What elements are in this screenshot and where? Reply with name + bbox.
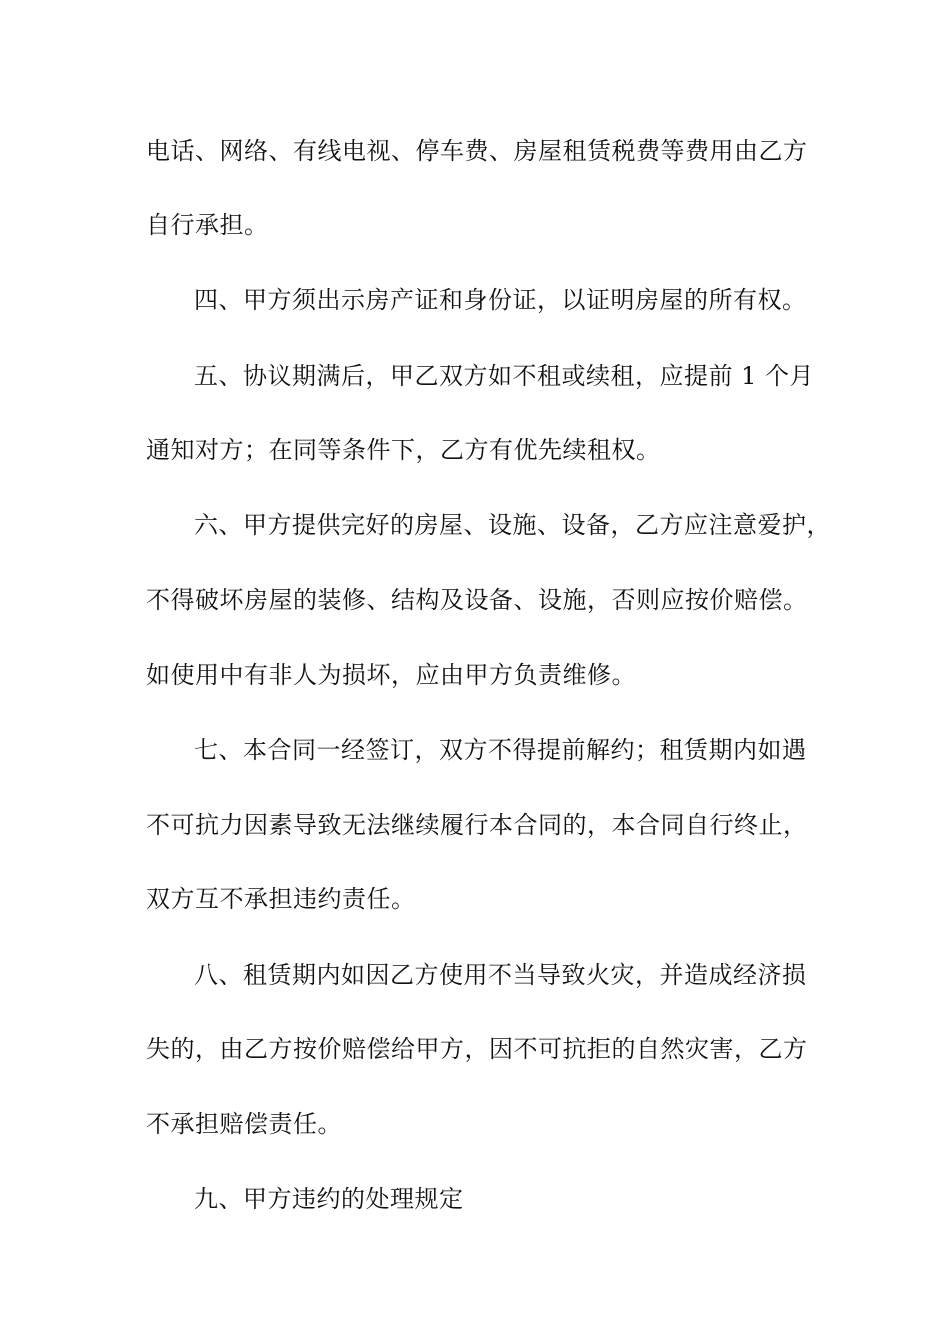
clause-5-cont: 通知对方；在同等条件下，乙方有优先续租权。 [146, 436, 661, 464]
clause-8-cont-1: 失的，由乙方按价赔偿给甲方，因不可抗拒的自然灾害，乙方 [146, 1035, 808, 1063]
clause-6-cont-1: 不得破坏房屋的装修、结构及设备、设施，否则应按价赔偿。 [146, 586, 808, 614]
clause-7-cont-2: 双方互不承担违约责任。 [146, 885, 416, 913]
clause-7-cont-1: 不可抗力因素导致无法继续履行本合同的，本合同自行终止， [146, 811, 808, 839]
clause-9-heading: 九、甲方违约的处理规定 [194, 1185, 464, 1213]
clause-6: 六、甲方提供完好的房屋、设施、设备，乙方应注意爱护， [194, 511, 831, 539]
clause-5: 五、协议期满后，甲乙双方如不租或续租，应提前 1 个月 [194, 362, 815, 390]
text-line-fees: 电话、网络、有线电视、停车费、房屋租赁税费等费用由乙方 [146, 137, 808, 165]
clause-8: 八、租赁期内如因乙方使用不当导致火灾，并造成经济损 [194, 961, 807, 989]
clause-8-cont-2: 不承担赔偿责任。 [146, 1110, 342, 1138]
clause-4: 四、甲方须出示房产证和身份证，以证明房屋的所有权。 [194, 286, 807, 314]
clause-6-cont-2: 如使用中有非人为损坏，应由甲方负责维修。 [146, 661, 636, 689]
text-line-fees-cont: 自行承担。 [146, 211, 269, 239]
clause-7: 七、本合同一经签订，双方不得提前解约；租赁期内如遇 [194, 736, 807, 764]
